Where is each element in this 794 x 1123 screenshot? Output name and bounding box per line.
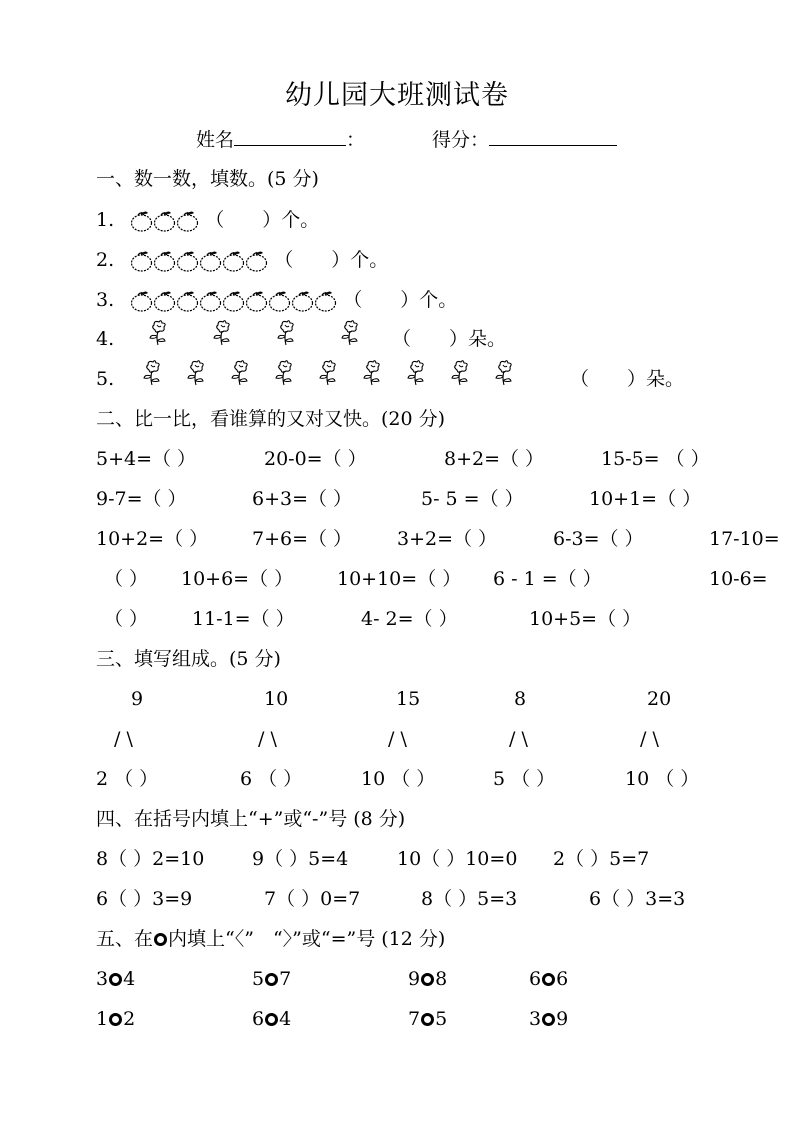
- branch-lines: / \: [509, 728, 528, 750]
- math-problem[interactable]: 10-6=: [709, 568, 768, 590]
- fruit-icon: [153, 210, 176, 232]
- fruit-icon: [245, 250, 268, 272]
- name-field: [196, 127, 365, 150]
- math-problem[interactable]: 5+4=（ ）: [96, 448, 197, 470]
- sign-problem[interactable]: 7（ ）0=7: [264, 888, 361, 910]
- right-number: 2: [123, 1008, 136, 1030]
- answer-blank[interactable]: （ ）个。: [205, 209, 320, 231]
- fruit-icon: [153, 290, 176, 312]
- flower-icon: [210, 318, 236, 346]
- count-item-4-number: 4.: [96, 328, 115, 350]
- compare-problem[interactable]: [529, 1010, 568, 1029]
- compose-answer[interactable]: 10 （ ）: [361, 768, 436, 790]
- fruit-icon: [199, 290, 222, 312]
- compose-number: 20: [647, 688, 672, 710]
- flower-group: [140, 358, 536, 386]
- right-number: 4: [279, 1008, 292, 1030]
- flower-icon: [274, 318, 300, 346]
- math-problem[interactable]: 9-7=（ ）: [96, 488, 187, 510]
- page-title: 幼儿园大班测试卷: [285, 80, 509, 111]
- compare-problem[interactable]: [252, 1010, 291, 1029]
- compose-answer[interactable]: 2 （ ）: [96, 768, 159, 790]
- answer-blank[interactable]: （ ）朵。: [392, 328, 507, 350]
- compose-answer[interactable]: 6 （ ）: [240, 768, 303, 790]
- circle-icon[interactable]: [109, 1013, 122, 1026]
- math-problem[interactable]: 17-10=: [709, 528, 780, 550]
- compose-number: 10: [264, 688, 289, 710]
- fruit-icon: [291, 290, 314, 312]
- flower-icon: [360, 358, 386, 386]
- math-problem[interactable]: 10+1=（ ）: [589, 488, 702, 510]
- math-problem[interactable]: 6 - 1 =（ ）: [493, 568, 602, 590]
- sign-problem[interactable]: 10（ ）10=0: [397, 848, 518, 870]
- sign-problem[interactable]: 8（ ）2=10: [96, 848, 205, 870]
- fruit-group: [130, 250, 268, 272]
- count-item-1: [96, 210, 319, 232]
- answer-blank[interactable]: （ ）个。: [274, 249, 389, 271]
- branch-lines: / \: [114, 728, 133, 750]
- right-number: 5: [435, 1008, 448, 1030]
- math-problem[interactable]: 20-0=（ ）: [264, 448, 367, 470]
- compose-answer[interactable]: 10 （ ）: [625, 768, 700, 790]
- fruit-icon: [222, 250, 245, 272]
- heading-part: 内填上“〈” “〉”或“=”号 (12 分): [168, 928, 446, 950]
- item-number: 2.: [96, 249, 115, 271]
- fruit-icon: [268, 290, 291, 312]
- right-number: 6: [556, 968, 569, 990]
- right-number: 8: [435, 968, 448, 990]
- fruit-icon: [176, 210, 199, 232]
- branch-lines: / \: [640, 728, 659, 750]
- left-number: 5: [252, 968, 265, 990]
- fruit-icon: [130, 210, 153, 232]
- math-problem[interactable]: 3+2=（ ）: [397, 528, 498, 550]
- flower-icon: [404, 358, 430, 386]
- math-problem[interactable]: 6-3=（ ）: [553, 528, 644, 550]
- flower-icon: [146, 318, 172, 346]
- compose-number: 8: [514, 688, 527, 710]
- branch-lines: / \: [388, 728, 407, 750]
- name-colon: ：: [346, 129, 366, 151]
- fruit-icon: [199, 250, 222, 272]
- score-field: [432, 127, 617, 150]
- circle-icon[interactable]: [421, 1013, 434, 1026]
- sign-problem[interactable]: 2（ ）5=7: [553, 848, 650, 870]
- answer-blank[interactable]: （ ）朵。: [570, 368, 685, 390]
- right-number: 7: [279, 968, 292, 990]
- compare-problem[interactable]: [252, 970, 291, 989]
- left-number: 3: [96, 968, 109, 990]
- fruit-icon: [153, 250, 176, 272]
- compare-problem[interactable]: [408, 970, 447, 989]
- name-blank[interactable]: [234, 127, 346, 146]
- fruit-icon: [176, 290, 199, 312]
- math-problem[interactable]: 11-1=（ ）: [192, 608, 295, 630]
- fruit-group: [130, 290, 337, 312]
- circle-icon[interactable]: [109, 973, 122, 986]
- circle-icon[interactable]: [265, 1013, 278, 1026]
- compose-number: 9: [131, 688, 144, 710]
- left-number: 6: [252, 1008, 265, 1030]
- left-number: 9: [408, 968, 421, 990]
- compare-problem[interactable]: [529, 970, 568, 989]
- flower-icon: [448, 358, 474, 386]
- answer-blank[interactable]: （ ）个。: [343, 289, 458, 311]
- math-problem[interactable]: 5- 5 =（ ）: [421, 488, 524, 510]
- section-1-heading: 一、数一数，填数。(5 分): [96, 168, 319, 190]
- section-4-heading: 四、在括号内填上“+”或“-”号 (8 分): [96, 808, 406, 830]
- circle-icon[interactable]: [542, 1013, 555, 1026]
- flower-icon: [228, 358, 254, 386]
- left-number: 3: [529, 1008, 542, 1030]
- section-3-heading: 三、填写组成。(5 分): [96, 648, 281, 670]
- section-2-heading: 二、比一比，看谁算的又对又快。(20 分): [96, 408, 446, 430]
- circle-icon: [154, 933, 167, 946]
- compare-problem[interactable]: [408, 1010, 447, 1029]
- math-problem[interactable]: 8+2=（ ）: [444, 448, 545, 470]
- fruit-group: [130, 210, 199, 232]
- math-problem[interactable]: 15-5= （ ）: [601, 448, 710, 470]
- branch-lines: / \: [258, 728, 277, 750]
- count-item-3: [96, 290, 457, 312]
- name-label: 姓名: [196, 129, 235, 151]
- fruit-icon: [176, 250, 199, 272]
- item-number: 1.: [96, 209, 115, 231]
- right-number: 4: [123, 968, 136, 990]
- flower-icon: [184, 358, 210, 386]
- sign-problem[interactable]: 6（ ）3=3: [589, 888, 686, 910]
- heading-part: 五、在: [96, 928, 154, 950]
- section-5-heading: [96, 930, 445, 949]
- flower-icon: [492, 358, 518, 386]
- score-label: 得分：: [432, 129, 490, 151]
- fruit-icon: [130, 250, 153, 272]
- math-problem[interactable]: 4- 2=（ ）: [361, 608, 458, 630]
- math-problem[interactable]: 10+5=（ ）: [529, 608, 642, 630]
- flower-group: [146, 318, 402, 346]
- left-number: 6: [529, 968, 542, 990]
- math-problem[interactable]: 6+3=（ ）: [252, 488, 353, 510]
- math-problem[interactable]: 10+6=（ ）: [181, 568, 294, 590]
- math-problem[interactable]: 10+10=（ ）: [337, 568, 462, 590]
- sign-problem[interactable]: 6（ ）3=9: [96, 888, 193, 910]
- circle-icon[interactable]: [542, 973, 555, 986]
- compare-problem[interactable]: [96, 970, 135, 989]
- circle-icon[interactable]: [265, 973, 278, 986]
- right-number: 9: [556, 1008, 569, 1030]
- answer-blank[interactable]: （ ）: [104, 568, 149, 590]
- fruit-icon: [245, 290, 268, 312]
- item-number: 3.: [96, 289, 115, 311]
- fruit-icon: [130, 290, 153, 312]
- sign-problem[interactable]: 8（ ）5=3: [421, 888, 518, 910]
- compare-problem[interactable]: [96, 1010, 135, 1029]
- flower-icon: [140, 358, 166, 386]
- math-problem[interactable]: 7+6=（ ）: [252, 528, 353, 550]
- compose-answer[interactable]: 5 （ ）: [493, 768, 556, 790]
- fruit-icon: [222, 290, 245, 312]
- flower-icon: [338, 318, 364, 346]
- count-item-2: [96, 250, 388, 272]
- compose-number: 15: [396, 688, 421, 710]
- fruit-icon: [314, 290, 337, 312]
- math-problem[interactable]: 10+2=（ ）: [96, 528, 209, 550]
- flower-icon: [272, 358, 298, 386]
- count-item-5-number: 5.: [96, 368, 115, 390]
- circle-icon[interactable]: [421, 973, 434, 986]
- score-blank[interactable]: [489, 127, 617, 146]
- answer-blank[interactable]: （ ）: [104, 608, 149, 630]
- flower-icon: [316, 358, 342, 386]
- left-number: 7: [408, 1008, 421, 1030]
- sign-problem[interactable]: 9（ ）5=4: [252, 848, 349, 870]
- left-number: 1: [96, 1008, 109, 1030]
